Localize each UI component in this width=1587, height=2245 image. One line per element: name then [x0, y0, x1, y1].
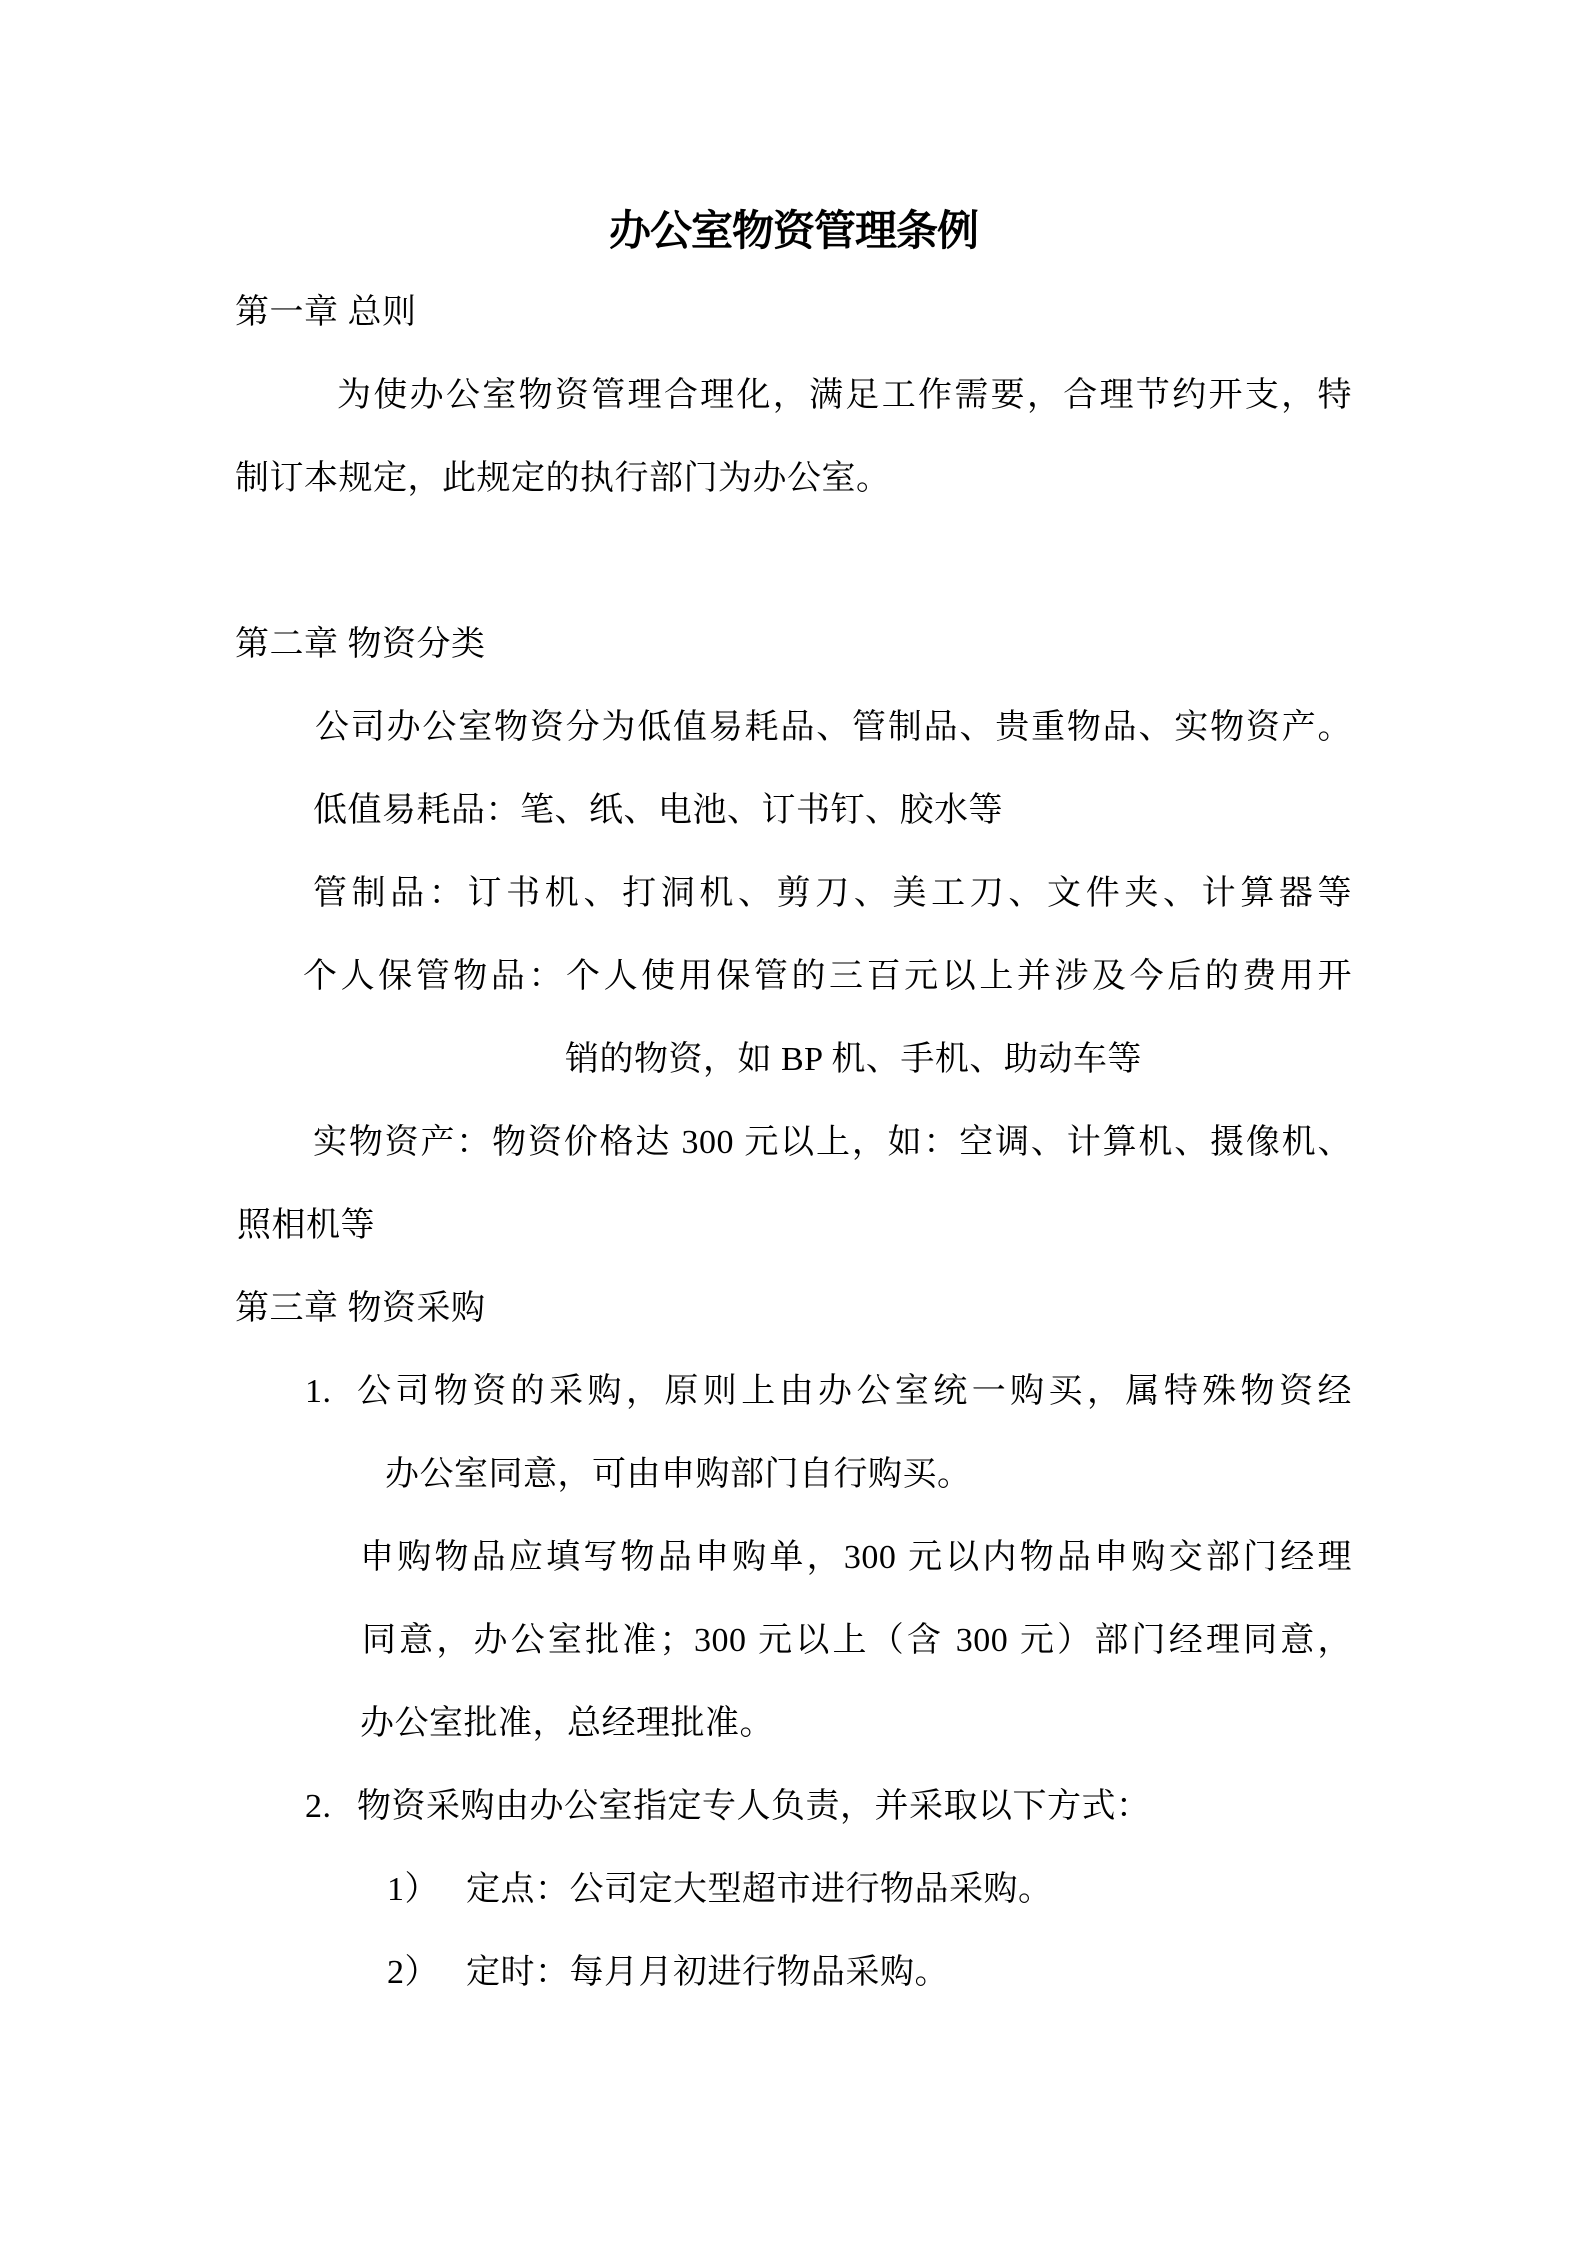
chapter3-subitem2-number: 2） — [387, 1954, 439, 1991]
chapter3-item1-number: 1. — [305, 1373, 332, 1410]
chapter2-assets-line2: 照相机等 — [237, 1207, 375, 1244]
chapter2-controlled-items-line: 管制品：订书机、打洞机、剪刀、美工刀、文件夹、计算器等 — [313, 875, 1352, 912]
chapter1-paragraph-line2: 制订本规定，此规定的执行部门为办公室。 — [235, 460, 891, 497]
chapter2-assets-line1: 实物资产：物资价格达 300 元以上，如：空调、计算机、摄像机、 — [313, 1124, 1352, 1161]
chapter3-item1-line5: 办公室批准，总经理批准。 — [360, 1705, 774, 1742]
chapter2-heading: 第二章 物资分类 — [235, 626, 486, 663]
chapter2-personal-items-line2: 销的物资，如 BP 机、手机、助动车等 — [565, 1041, 1142, 1078]
chapter3-item2-text: 物资采购由办公室指定专人负责，并采取以下方式： — [357, 1788, 1151, 1825]
chapter3-subitem1-text: 定点：公司定大型超市进行物品采购。 — [466, 1871, 1053, 1908]
chapter2-consumables-line: 低值易耗品：笔、纸、电池、订书钉、胶水等 — [313, 792, 1003, 829]
page-title: 办公室物资管理条例 — [608, 207, 978, 254]
chapter3-heading: 第三章 物资采购 — [235, 1290, 486, 1327]
chapter3-subitem1-number: 1） — [387, 1871, 439, 1908]
chapter2-personal-items-line1: 个人保管物品：个人使用保管的三百元以上并涉及今后的费用开 — [303, 958, 1352, 995]
chapter3-item1-line3: 申购物品应填写物品申购单，300 元以内物品申购交部门经理 — [360, 1539, 1352, 1576]
chapter3-subitem2-line — [387, 1956, 949, 1990]
chapter3-subitem2-text: 定时：每月月初进行物品采购。 — [466, 1954, 949, 1991]
chapter2-intro-line: 公司办公室物资分为低值易耗品、管制品、贵重物品、实物资产。 — [315, 709, 1352, 746]
chapter1-paragraph-line1: 为使办公室物资管理合理化，满足工作需要，合理节约开支，特 — [337, 377, 1352, 414]
chapter3-subitem1-line — [387, 1873, 1053, 1907]
chapter1-heading: 第一章 总则 — [235, 294, 417, 331]
chapter3-item2-number: 2. — [305, 1788, 332, 1825]
chapter3-item2-line — [305, 1790, 1151, 1824]
chapter3-item1-line2: 办公室同意，可由申购部门自行购买。 — [385, 1456, 972, 1493]
chapter3-item1-line4: 同意，办公室批准；300 元以上（含 300 元）部门经理同意， — [362, 1622, 1352, 1659]
chapter3-item1-line1: 公司物资的采购，原则上由办公室统一购买，属特殊物资经 — [357, 1373, 1352, 1410]
